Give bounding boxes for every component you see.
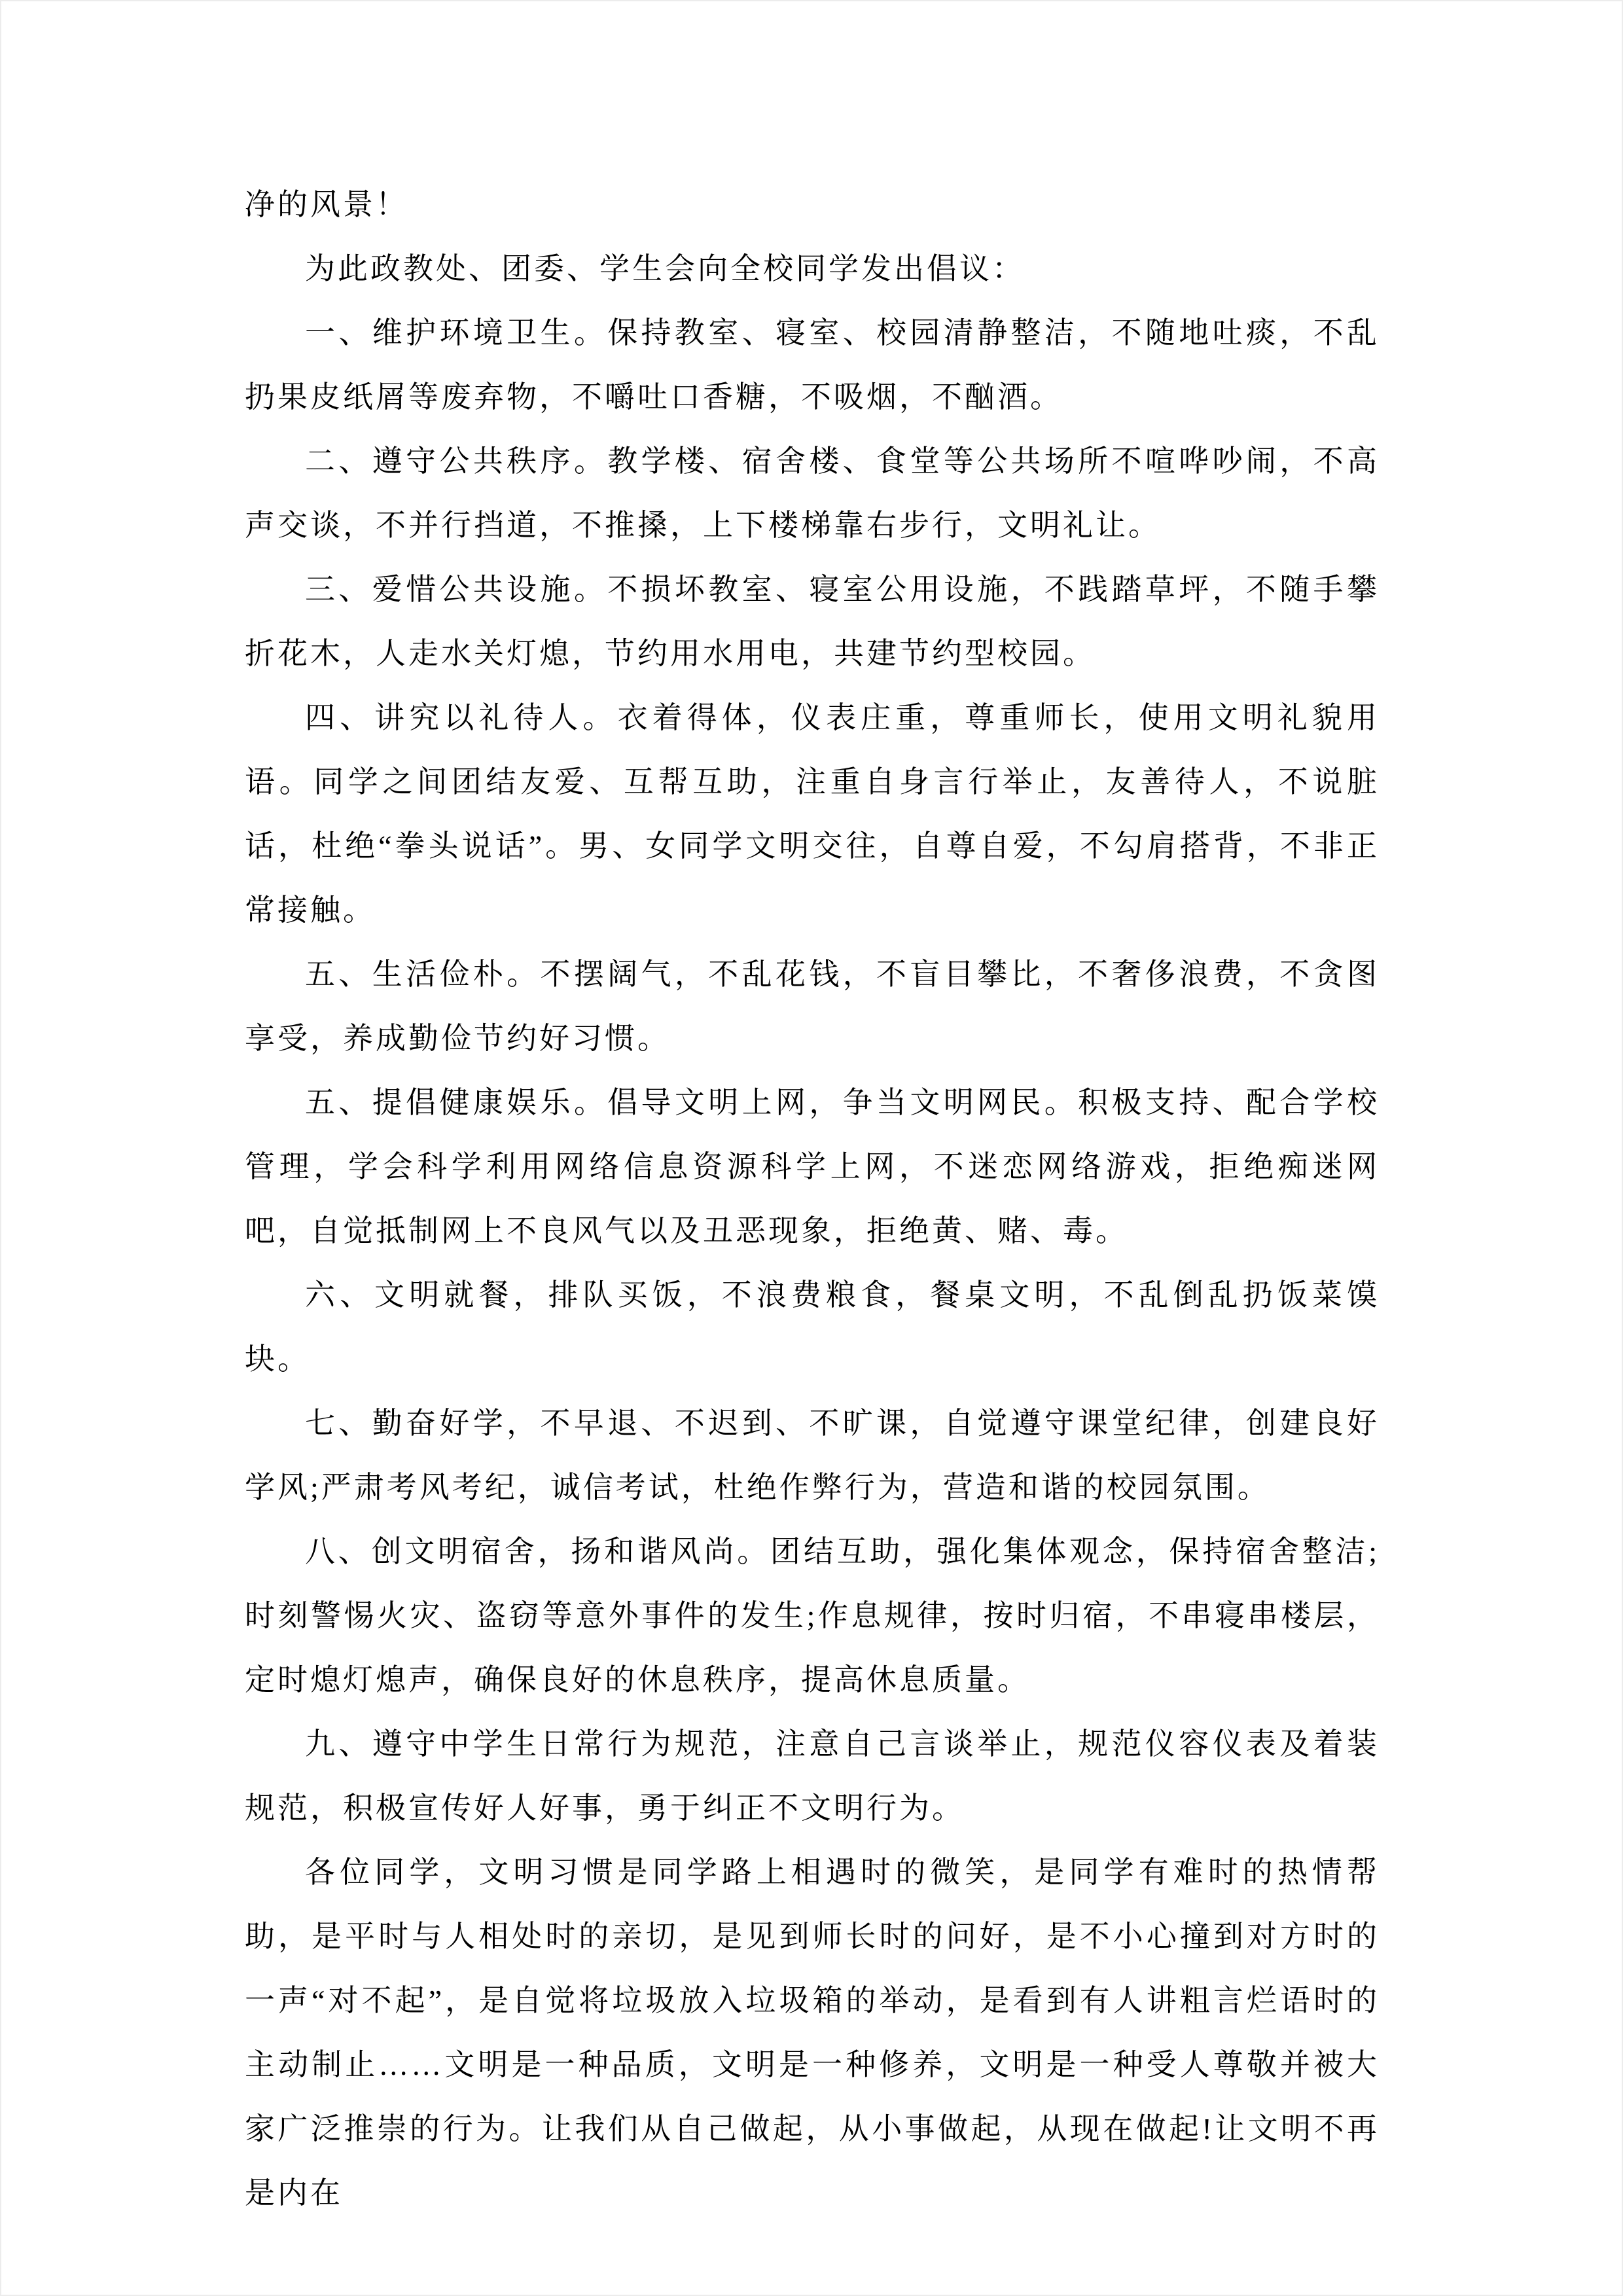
paragraph: 二、遵守公共秩序。教学楼、宿舍楼、食堂等公共场所不喧哗吵闹，不高声交谈，不并行挡道，不推搡，上下楼梯靠右步行，文明礼让。 [245, 444, 1380, 542]
paragraph: 九、遵守中学生日常行为规范，注意自己言谈举止，规范仪容仪表及着装规范，积极宣传好人好事，勇于纠正不文明行为。 [245, 1727, 1380, 1825]
paragraph: 净的风景！ [245, 188, 408, 221]
paragraph: 各位同学，文明习惯是同学路上相遇时的微笑，是同学有难时的热情帮助，是平时与人相处时的亲切，是见到师长时的问好，是不小心撞到对方时的一声“对不起”，是自觉将垃圾放入垃圾箱的举动，是看到有人讲粗言烂语时的主动制止……文明是一种品质，文明是一种修养，文明是一种受人尊敬并被大家广泛推崇的行为。让我们从自己做起，从小事做起，从现在做起!让文明不再是内在 [245, 1856, 1380, 2210]
paragraph: 四、讲究以礼待人。衣着得体，仪表庄重，尊重师长，使用文明礼貌用语。同学之间团结友爱、互帮互助，注重自身言行举止，友善待人，不说脏话，杜绝“拳头说话”。男、女同学文明交往，自尊自爱，不勾肩搭背，不非正常接触。 [245, 701, 1380, 927]
paragraph: 六、文明就餐，排队买饭，不浪费粮食，餐桌文明，不乱倒乱扔饭菜馍块。 [245, 1278, 1380, 1376]
paragraph: 一、维护环境卫生。保持教室、寝室、校园清静整洁，不随地吐痰，不乱扔果皮纸屑等废弃物，不嚼吐口香糖，不吸烟，不酗酒。 [245, 316, 1380, 414]
paragraph: 五、生活俭朴。不摆阔气，不乱花钱，不盲目攀比，不奢侈浪费，不贪图享受，养成勤俭节约好习惯。 [245, 958, 1380, 1055]
paragraph: 为此政教处、团委、学生会向全校同学发出倡议： [305, 252, 1025, 285]
paragraph: 八、创文明宿舍，扬和谐风尚。团结互助，强化集体观念，保持宿舍整洁;时刻警惕火灾、盗窃等意外事件的发生;作息规律，按时归宿，不串寝串楼层，定时熄灯熄声，确保良好的休息秩序，提高休息质量。 [245, 1535, 1380, 1696]
document-body [245, 173, 1380, 2225]
paragraph: 五、提倡健康娱乐。倡导文明上网，争当文明网民。积极支持、配合学校管理，学会科学利用网络信息资源科学上网，不迷恋网络游戏，拒绝痴迷网吧，自觉抵制网上不良风气以及丑恶现象，拒绝黄、赌、毒。 [245, 1086, 1380, 1247]
paragraph: 三、爱惜公共设施。不损坏教室、寝室公用设施，不践踏草坪，不随手攀折花木，人走水关灯熄，节约用水用电，共建节约型校园。 [245, 573, 1380, 670]
paragraph: 七、勤奋好学，不早退、不迟到、不旷课，自觉遵守课堂纪律，创建良好学风;严肃考风考纪，诚信考试，杜绝作弊行为，营造和谐的校园氛围。 [245, 1407, 1380, 1504]
